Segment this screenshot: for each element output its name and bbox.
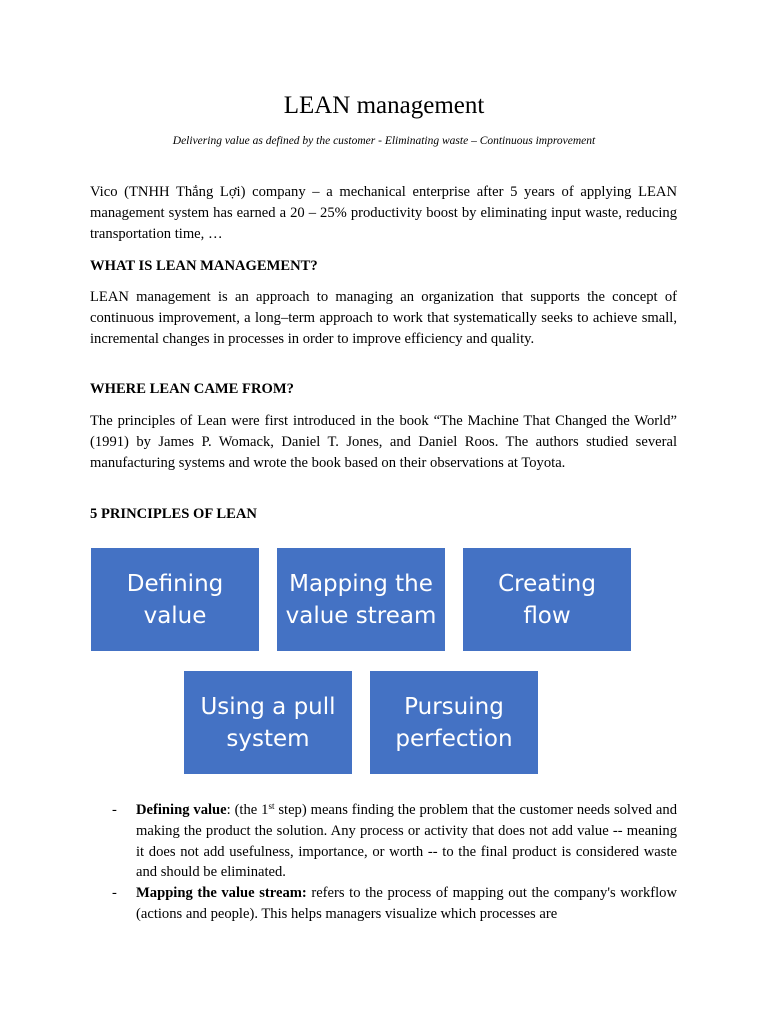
principles-bullet-list	[112, 800, 677, 925]
principle-box-creating-flow: Creating flow	[463, 548, 631, 651]
ordinal-superscript: st	[268, 801, 275, 811]
bullet-dash: -	[112, 885, 117, 902]
principle-box-mapping-value-stream: Mapping the value stream	[277, 548, 445, 651]
principle-box-pursuing-perfection: Pursuing perfection	[370, 671, 538, 774]
bullet-text-prefix: : (the 1	[226, 802, 269, 818]
bullet-dash: -	[112, 802, 117, 818]
section-heading-where-lean-came-from: WHERE LEAN CAME FROM?	[90, 381, 294, 397]
principle-box-defining-value: Defining value	[91, 548, 259, 651]
list-item	[112, 800, 677, 883]
bullet-term: Mapping the value stream:	[136, 885, 307, 902]
section-body-what-is-lean: LEAN management is an approach to managing an organization that supports the concept of continuous improvement, a long–term approach to work that systematically seeks to achieve small, incremental changes in processes in order to improve efficiency and quality.	[90, 289, 677, 347]
list-item	[112, 883, 677, 925]
section-heading-5-principles: 5 PRINCIPLES OF LEAN	[90, 506, 257, 522]
page-title: LEAN management	[283, 92, 485, 119]
bullet-text: step) means finding the problem that the customer needs solved and making the product the solution. Any process or activity that does not add value -- meaning it does not add usefulness, importance, or worth -- to the final product is considered waste and should be eliminated.	[136, 802, 678, 881]
bullet-term: Defining value	[136, 802, 227, 818]
bullet-text: refers to the process of mapping out the company's workflow (actions and people). This helps managers visualize which processes are	[136, 885, 677, 922]
section-heading-what-is-lean: WHAT IS LEAN MANAGEMENT?	[90, 258, 318, 274]
principle-box-pull-system: Using a pull system	[184, 671, 352, 774]
section-body-where-lean-came-from: The principles of Lean were first introduced in the book “The Machine That Changed the World” (1991) by James P. Womack, Daniel T. Jones, and Daniel Roos. The authors studied several manufacturing systems and wrote the book based on their observations at Toyota.	[90, 413, 677, 471]
page-subtitle: Delivering value as defined by the customer - Eliminating waste – Continuous improvement	[172, 135, 596, 147]
intro-paragraph: Vico (TNHH Thắng Lợi) company – a mechanical enterprise after 5 years of applying LEAN management system has earned a 20 – 25% productivity boost by eliminating input waste, reducing transportation time, …	[90, 184, 677, 242]
